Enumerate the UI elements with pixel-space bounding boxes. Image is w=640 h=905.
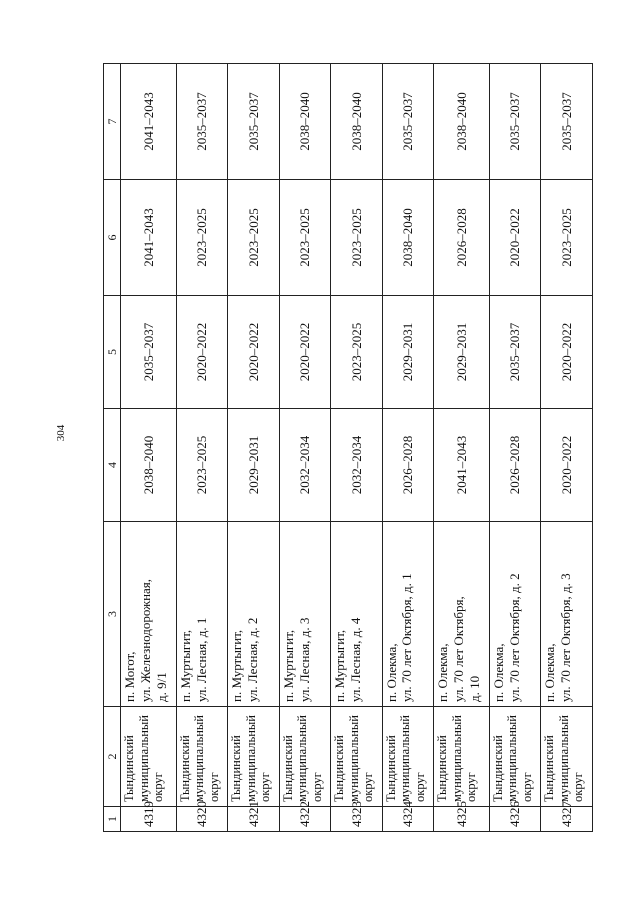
row-number-cell: 4325 (434, 807, 490, 832)
period-col-5-cell: 2035–2037 (121, 296, 177, 409)
period-col-6-cell: 2023–2025 (331, 180, 382, 296)
period-col-7-cell: 2035–2037 (176, 64, 227, 180)
row-number-cell: 4319 (121, 807, 177, 832)
period-col-5-cell: 2020–2022 (176, 296, 227, 409)
municipality-cell: Тындинский муниципальный округ (121, 707, 177, 807)
period-col-7-cell: 2035–2037 (228, 64, 279, 180)
address-cell: п. Олекма, ул. 70 лет Октября, д. 1 (382, 522, 433, 707)
period-col-5-cell: 2020–2022 (541, 296, 593, 409)
header-row (104, 64, 121, 832)
municipality-cell: Тындинский муниципальный округ (279, 707, 330, 807)
period-col-6-cell: 2023–2025 (541, 180, 593, 296)
row-number-cell: 4324 (382, 807, 433, 832)
period-col-6-cell: 2041–2043 (121, 180, 177, 296)
table-row (176, 64, 227, 832)
period-col-7-cell: 2035–2037 (489, 64, 540, 180)
address-cell: п. Муртыгит, ул. Лесная, д. 2 (228, 522, 279, 707)
municipality-cell: Тындинский муниципальный округ (541, 707, 593, 807)
address-cell: п. Могот, ул. Железнодорожная, д. 9/1 (121, 522, 177, 707)
row-number-cell: 4326 (489, 807, 540, 832)
period-col-4-cell: 2026–2028 (489, 409, 540, 522)
period-col-4-cell: 2038–2040 (121, 409, 177, 522)
municipality-cell: Тындинский муниципальный округ (434, 707, 490, 807)
row-number-cell: 4321 (228, 807, 279, 832)
period-col-5-cell: 2029–2031 (434, 296, 490, 409)
municipality-cell: Тындинский муниципальный округ (228, 707, 279, 807)
row-number-cell: 4322 (279, 807, 330, 832)
period-col-7-cell: 2038–2040 (279, 64, 330, 180)
table-row (541, 64, 593, 832)
address-cell: п. Муртыгит, ул. Лесная, д. 4 (331, 522, 382, 707)
period-col-4-cell: 2041–2043 (434, 409, 490, 522)
address-cell: п. Муртыгит, ул. Лесная, д. 1 (176, 522, 227, 707)
period-col-6-cell: 2026–2028 (434, 180, 490, 296)
column-header-4: 4 (104, 409, 121, 522)
period-col-7-cell: 2035–2037 (541, 64, 593, 180)
period-col-7-cell: 2038–2040 (331, 64, 382, 180)
column-header-6: 6 (104, 180, 121, 296)
period-col-4-cell: 2023–2025 (176, 409, 227, 522)
table-row (382, 64, 433, 832)
period-col-5-cell: 2035–2037 (489, 296, 540, 409)
table-row (434, 64, 490, 832)
municipality-cell: Тындинский муниципальный округ (382, 707, 433, 807)
period-col-6-cell: 2023–2025 (228, 180, 279, 296)
table-row (489, 64, 540, 832)
period-col-5-cell: 2020–2022 (228, 296, 279, 409)
column-header-3: 3 (104, 522, 121, 707)
period-col-4-cell: 2032–2034 (331, 409, 382, 522)
period-col-5-cell: 2023–2025 (331, 296, 382, 409)
period-col-4-cell: 2032–2034 (279, 409, 330, 522)
address-cell: п. Муртыгит, ул. Лесная, д. 3 (279, 522, 330, 707)
housing-repair-table (103, 63, 593, 832)
period-col-6-cell: 2020–2022 (489, 180, 540, 296)
period-col-5-cell: 2029–2031 (382, 296, 433, 409)
municipality-cell: Тындинский муниципальный округ (331, 707, 382, 807)
period-col-5-cell: 2020–2022 (279, 296, 330, 409)
period-col-4-cell: 2020–2022 (541, 409, 593, 522)
page-number: 304 (55, 424, 67, 442)
table-row (228, 64, 279, 832)
address-cell: п. Олекма, ул. 70 лет Октября, д. 2 (489, 522, 540, 707)
row-number-cell: 4323 (331, 807, 382, 832)
period-col-6-cell: 2023–2025 (279, 180, 330, 296)
column-header-5: 5 (104, 296, 121, 409)
row-number-cell: 4327 (541, 807, 593, 832)
address-cell: п. Олекма, ул. 70 лет Октября, д. 3 (541, 522, 593, 707)
table-row (331, 64, 382, 832)
table-row (279, 64, 330, 832)
municipality-cell: Тындинский муниципальный округ (489, 707, 540, 807)
period-col-4-cell: 2026–2028 (382, 409, 433, 522)
period-col-7-cell: 2035–2037 (382, 64, 433, 180)
period-col-7-cell: 2041–2043 (121, 64, 177, 180)
rotated-table-container (103, 64, 593, 832)
period-col-4-cell: 2029–2031 (228, 409, 279, 522)
column-header-1: 1 (104, 807, 121, 832)
period-col-7-cell: 2038–2040 (434, 64, 490, 180)
period-col-6-cell: 2023–2025 (176, 180, 227, 296)
column-header-2: 2 (104, 707, 121, 807)
municipality-cell: Тындинский муниципальный округ (176, 707, 227, 807)
table-row (121, 64, 177, 832)
row-number-cell: 4320 (176, 807, 227, 832)
column-header-7: 7 (104, 64, 121, 180)
period-col-6-cell: 2038–2040 (382, 180, 433, 296)
address-cell: п. Олекма, ул. 70 лет Октября, д. 10 (434, 522, 490, 707)
